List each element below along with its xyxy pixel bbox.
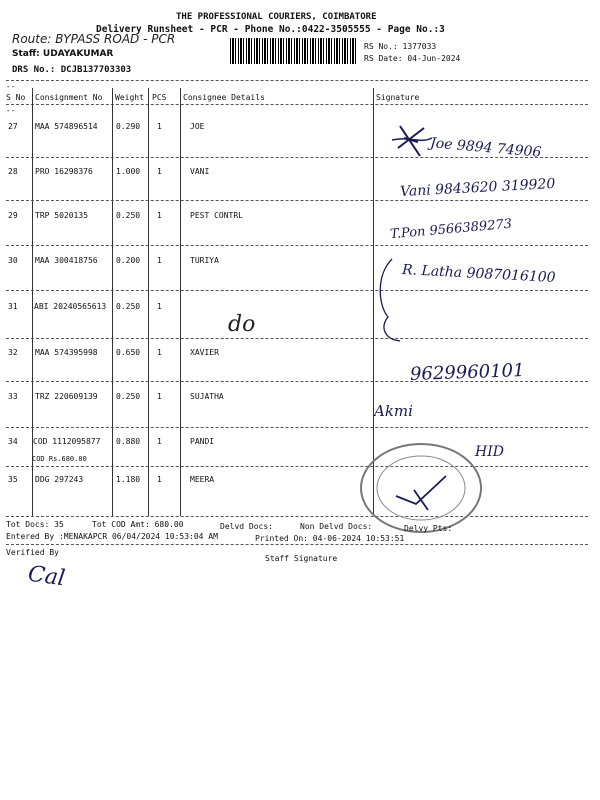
company-name: THE PROFESSIONAL COURIERS, COIMBATORE [176, 12, 377, 22]
row-consignee: PANDI [190, 437, 215, 446]
row-consignment: ABI 20240565613 [34, 302, 107, 311]
col-sno: S No [6, 93, 26, 102]
total-docs: Tot Docs: 35 [6, 520, 64, 529]
row-consignment: DDG 297243 [35, 475, 84, 484]
col-consignment: Consignment No [35, 93, 103, 102]
handwriting-row34: HID [475, 444, 504, 460]
handwriting-row27: Joe 9894 74906 [429, 135, 542, 161]
col-separator [32, 88, 33, 516]
handwriting-row33: Akmi [374, 402, 413, 420]
handwriting-row32: 9629960101 [409, 360, 525, 385]
row-consignee: SUJATHA [190, 392, 224, 401]
row-consignment: COD 1112095877 [33, 437, 101, 446]
barcode [230, 38, 358, 64]
row-sno: 27 [8, 122, 18, 131]
row-pcs: 1 [157, 256, 162, 265]
delivery-points: Delvy Pts: [404, 524, 453, 533]
row-weight: 0.200 [116, 256, 141, 265]
drs-number: DRS No.: DCJB137703303 [12, 65, 132, 75]
row-weight: 0.880 [116, 437, 141, 446]
row-pcs: 1 [157, 392, 162, 401]
row-sno: 30 [8, 256, 18, 265]
staff-label: Staff: UDAYAKUMAR [12, 49, 114, 59]
rs-date: RS Date: 04-Jun-2024 [364, 54, 461, 63]
row-consignment: TRZ 220609139 [35, 392, 98, 401]
col-pcs: PCS [152, 93, 167, 102]
row-consignee: PEST CONTRL [190, 211, 243, 220]
row-divider [6, 245, 588, 246]
dash-mark: -- [6, 82, 16, 91]
column-divider [6, 104, 588, 105]
col-signature: Signature [376, 93, 420, 102]
handwriting-row28: Vani 9843620 319920 [399, 175, 556, 201]
row-consignee: VANI [190, 167, 210, 176]
row-sno: 29 [8, 211, 18, 220]
row-pcs: 1 [157, 211, 162, 220]
row-divider [6, 466, 588, 467]
row-pcs: 1 [157, 302, 162, 311]
total-cod-amount: Tot COD Amt: 680.00 [92, 520, 184, 529]
row-sno: 32 [8, 348, 18, 357]
courier-stamp [356, 436, 486, 536]
verified-signature: Cal [26, 561, 67, 592]
col-separator [180, 88, 181, 516]
row-consignment: MAA 574896514 [35, 122, 98, 131]
entered-by: Entered By :MENAKAPCR 06/04/2024 10:53:04 AM [6, 532, 218, 541]
row-sno: 28 [8, 167, 18, 176]
row-weight: 1.000 [116, 167, 141, 176]
row-consignee: JOE [190, 122, 205, 131]
row-weight: 0.650 [116, 348, 141, 357]
row-divider [6, 200, 588, 201]
row-pcs: 1 [157, 475, 162, 484]
ditto-mark: do [228, 312, 256, 337]
row-weight: 0.250 [116, 211, 141, 220]
row-weight: 0.250 [116, 302, 141, 311]
row-divider [6, 290, 588, 291]
delivered-docs: Delvd Docs: [220, 522, 273, 531]
row-weight: 0.250 [116, 392, 141, 401]
col-separator [148, 88, 149, 516]
row-consignee: MEERA [190, 475, 215, 484]
row-weight: 1.180 [116, 475, 141, 484]
rs-number: RS No.: 1377033 [364, 42, 437, 51]
staff-signature-label: Staff Signature [265, 554, 338, 563]
row-cod-amount: COD Rs.680.00 [32, 455, 87, 463]
row-consignment: PRO 16298376 [35, 167, 93, 176]
row-consignment: TRP 5020135 [35, 211, 88, 220]
footer-divider [6, 544, 588, 545]
row-pcs: 1 [157, 122, 162, 131]
table-bottom-divider [6, 516, 588, 517]
col-consignee: Consignee Details [183, 93, 265, 102]
row-consignee: TURIYA [190, 256, 219, 265]
verified-by-label: Verified By [6, 548, 59, 557]
row-pcs: 1 [157, 437, 162, 446]
col-separator [112, 88, 113, 516]
row-divider [6, 427, 588, 428]
non-delivered-docs: Non Delvd Docs: [300, 522, 373, 531]
row-consignment: MAA 574395998 [35, 348, 98, 357]
handwriting-row30: R. Latha 9087016100 [401, 261, 556, 287]
handwriting-row29: T.Pon 9566389273 [389, 216, 513, 243]
runsheet-title: Delivery Runsheet - PCR - Phone No.:0422-3505555 - Page No.:3 [96, 24, 445, 35]
row-pcs: 1 [157, 167, 162, 176]
row-sno: 34 [8, 437, 18, 446]
row-weight: 0.290 [116, 122, 141, 131]
row-pcs: 1 [157, 348, 162, 357]
row-sno: 31 [8, 302, 18, 311]
row-consignee: XAVIER [190, 348, 219, 357]
row-consignment: MAA 300418756 [35, 256, 98, 265]
dash-mark: -- [6, 106, 16, 115]
printed-on: Printed On: 04-06-2024 10:53:51 [255, 534, 405, 543]
row-sno: 35 [8, 475, 18, 484]
row-sno: 33 [8, 392, 18, 401]
col-weight: Weight [115, 93, 144, 102]
row-divider [6, 338, 588, 339]
route-label: Route: BYPASS ROAD - PCR [12, 32, 176, 46]
header-divider [6, 80, 588, 81]
